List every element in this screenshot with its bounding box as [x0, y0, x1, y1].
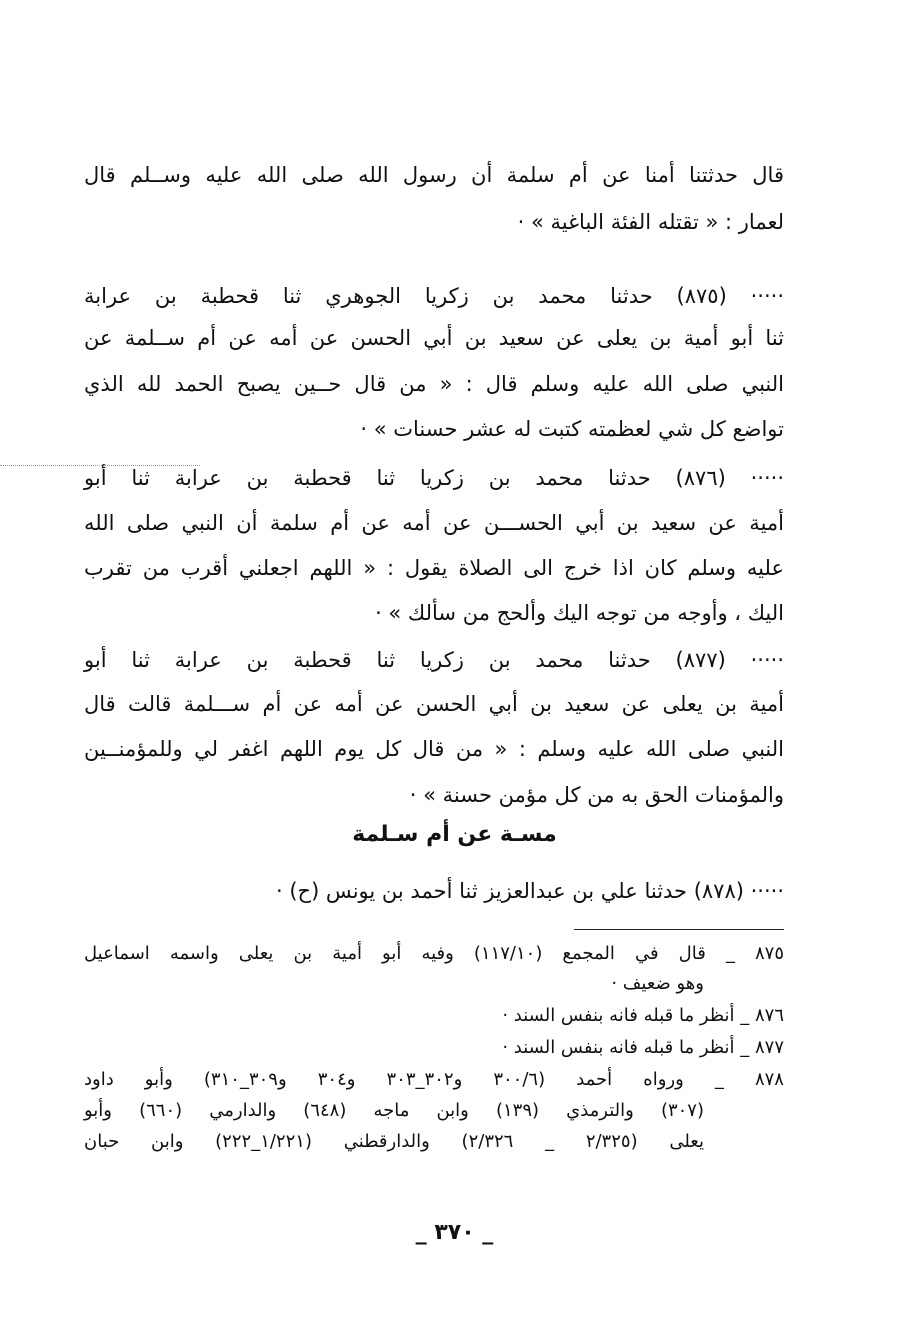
hadith-878-line: ····· (٨٧٨) حدثنا علي بن عبدالعزيز ثنا أحمد بن يونس (ح) ·	[275, 879, 784, 903]
hadith-877-line: ····· (٨٧٧) حدثنا محمد بن زكريا ثنا قحطبة بن عرابة ثنا أبو	[84, 648, 785, 672]
footnote-878-cont: (٣٠٧) والترمذي (١٣٩) وابن ماجه (٦٤٨) والدارمي (٦٦٠) وأبو	[84, 1100, 705, 1121]
hadith-876-line: ····· (٨٧٦) حدثنا محمد بن زكريا ثنا قحطبة بن عرابة ثنا أبو	[84, 466, 785, 490]
footnote-878: ٨٧٨ _ ورواه أحمد (٣٠٠/٦ و٣٠٢_٣٠٣ و٣٠٤ و٣٠٩_٣١٠) وأبو داود	[84, 1069, 784, 1090]
footnote-divider	[574, 929, 784, 930]
body-line: تواضع كل شي لعظمته كتبت له عشر حسنات » ·	[360, 417, 784, 441]
section-heading: مسـة عن أم سـلمة	[352, 822, 557, 847]
body-line: ثنا أبو أمية بن يعلى عن سعيد بن أبي الحسن عن أمه عن أم ســلمة عن	[84, 326, 784, 350]
footnote-876: ٨٧٦ _ أنظر ما قبله فانه بنفس السند ·	[502, 1005, 784, 1026]
page-number: _ ٣٧٠ _	[415, 1220, 494, 1245]
body-line: النبي صلى الله عليه وسلم : « من قال كل يوم اللهم اغفر لي وللمؤمنــين	[84, 737, 784, 761]
body-line: أمية عن سعيد بن أبي الحســـن عن أمه عن أم سلمة أن النبي صلى الله	[84, 511, 784, 535]
body-line: النبي صلى الله عليه وسلم قال : « من قال حــين يصبح الحمد لله الذي	[84, 372, 784, 396]
body-line: اليك ، وأوجه من توجه اليك وألحج من سألك » ·	[375, 601, 784, 625]
body-line: عليه وسلم كان اذا خرج الى الصلاة يقول : « اللهم اجعلني أقرب من تقرب	[84, 556, 784, 580]
footnote-877: ٨٧٧ _ أنظر ما قبله فانه بنفس السند ·	[502, 1037, 784, 1058]
hadith-875-line: ····· (٨٧٥) حدثنا محمد بن زكريا الجوهري ثنا قحطبة بن عرابة	[84, 284, 784, 308]
footnote-875-cont: وهو ضعيف ·	[611, 973, 704, 994]
body-line: والمؤمنات الحق به من كل مؤمن حسنة » ·	[409, 783, 784, 807]
body-line: قال حدثتنا أمنا عن أم سلمة أن رسول الله صلى الله عليه وســلم قال	[84, 163, 784, 187]
body-line: لعمار : « تقتله الفئة الباغية » ·	[517, 210, 784, 234]
footnote-875: ٨٧٥ _ قال في المجمع (١١٧/١٠) وفيه أبو أمية بن يعلى واسمه اسماعيل	[84, 943, 784, 964]
body-line: أمية بن يعلى عن سعيد بن أبي الحسن عن أمه عن أم ســـلمة قالت قال	[84, 692, 784, 716]
footnote-878-cont: يعلى (٢/٣٢٥ _ ٢/٣٢٦) والدارقطني (١/٢٢١_٢٢٢) وابن حبان	[84, 1131, 704, 1152]
